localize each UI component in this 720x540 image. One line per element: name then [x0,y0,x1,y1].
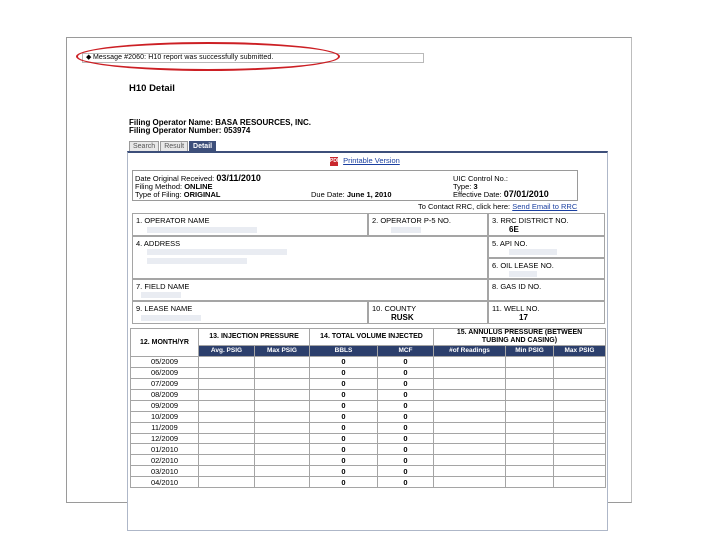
gas-id-field: 8. GAS ID NO. [488,279,605,301]
annulus-max-psig-cell [554,422,606,433]
month-cell: 11/2009 [131,422,199,433]
redacted-value [509,249,557,255]
readings-cell [434,444,506,455]
filing-operator-name: Filing Operator Name: BASA RESOURCES, INC. [129,118,311,127]
due-date: Due Date: June 1, 2010 [311,190,392,199]
max-psig-cell [255,389,310,400]
month-cell: 08/2009 [131,389,199,400]
address-field: 4. ADDRESS [132,236,488,279]
readings-cell [434,433,506,444]
month-cell: 03/2010 [131,466,199,477]
bbls-cell: 0 [310,466,378,477]
avg-psig-cell [199,466,255,477]
redacted-value [147,258,247,264]
avg-psig-header: Avg. PSIG [199,346,255,357]
printable-version-link[interactable] [330,156,400,166]
filing-type: Type: 3 [453,182,478,191]
month-cell: 02/2010 [131,455,199,466]
api-no-field: 5. API NO. [488,236,605,258]
annulus-max-psig-cell [554,389,606,400]
mcf-cell: 0 [378,389,434,400]
annulus-max-psig-cell [554,400,606,411]
month-cell: 06/2009 [131,367,199,378]
table-row [131,400,606,411]
bbls-cell: 0 [310,455,378,466]
mcf-cell: 0 [378,411,434,422]
month-cell: 10/2009 [131,411,199,422]
max-psig-cell [255,422,310,433]
bbls-cell: 0 [310,367,378,378]
operator-p5-field: 2. OPERATOR P-5 NO. [368,213,488,236]
avg-psig-cell [199,433,255,444]
month-header: 12. MONTH/YR [131,329,199,357]
bullet-icon: ◆ [86,54,92,61]
avg-psig-cell [199,367,255,378]
table-row [131,422,606,433]
mcf-cell: 0 [378,455,434,466]
annulus-max-psig-cell [554,356,606,367]
bbls-cell: 0 [310,444,378,455]
uic-control-no: UIC Control No.: [453,174,509,183]
tab-detail[interactable]: Detail [189,141,216,152]
monthly-injection-table [130,328,606,488]
min-psig-cell [506,400,554,411]
redacted-value [147,249,287,255]
min-psig-cell [506,466,554,477]
well-no-field: 11. WELL NO. 17 [488,301,605,324]
readings-cell [434,389,506,400]
avg-psig-cell [199,389,255,400]
max-psig-cell [255,466,310,477]
max-psig-cell [255,433,310,444]
table-row [131,455,606,466]
avg-psig-cell [199,422,255,433]
bbls-cell: 0 [310,378,378,389]
min-psig-cell [506,455,554,466]
mcf-cell: 0 [378,356,434,367]
min-psig-cell [506,422,554,433]
mcf-cell: 0 [378,433,434,444]
min-psig-cell [506,444,554,455]
max-psig-cell [255,367,310,378]
readings-cell [434,455,506,466]
mcf-cell: 0 [378,378,434,389]
mcf-cell: 0 [378,466,434,477]
annulus-max-psig-cell [554,411,606,422]
send-email-link[interactable]: Send Email to RRC [512,202,578,211]
month-cell: 05/2009 [131,356,199,367]
min-psig-header: Min PSIG [506,346,554,357]
filing-operator-number: Filing Operator Number: 053974 [129,126,251,135]
max-psig-cell [255,477,310,488]
filing-info-box [132,170,578,201]
avg-psig-cell [199,400,255,411]
redacted-value [509,271,537,277]
max-psig-header: Max PSIG [255,346,310,357]
readings-cell [434,378,506,389]
page-title: H10 Detail [129,83,175,94]
mcf-cell: 0 [378,477,434,488]
oil-lease-field: 6. OIL LEASE NO. [488,258,605,279]
bbls-cell: 0 [310,389,378,400]
month-cell: 01/2010 [131,444,199,455]
bbls-cell: 0 [310,422,378,433]
printable-version-label[interactable]: Printable Version [343,156,400,165]
readings-cell [434,367,506,378]
max-psig-cell [255,378,310,389]
bbls-cell: 0 [310,356,378,367]
mcf-cell: 0 [378,422,434,433]
field-name-field: 7. FIELD NAME [132,279,488,301]
readings-cell [434,356,506,367]
table-row [131,433,606,444]
min-psig-cell [506,378,554,389]
annulus-max-psig-cell [554,466,606,477]
avg-psig-cell [199,356,255,367]
readings-cell [434,422,506,433]
total-volume-header: 14. TOTAL VOLUME INJECTED [310,329,434,346]
bbls-cell: 0 [310,400,378,411]
avg-psig-cell [199,477,255,488]
bbls-cell: 0 [310,433,378,444]
injection-pressure-header: 13. INJECTION PRESSURE [199,329,310,346]
avg-psig-cell [199,444,255,455]
avg-psig-cell [199,411,255,422]
operator-name-field: 1. OPERATOR NAME [132,213,368,236]
month-cell: 12/2009 [131,433,199,444]
bbls-cell: 0 [310,477,378,488]
tab-search[interactable]: Search [129,141,159,152]
min-psig-cell [506,433,554,444]
readings-cell [434,466,506,477]
table-row [131,444,606,455]
table-row [131,378,606,389]
annulus-max-psig-cell [554,477,606,488]
annulus-max-psig-cell [554,433,606,444]
redacted-value [391,227,421,233]
max-psig-cell [255,411,310,422]
filing-method: Filing Method: ONLINE [135,182,213,191]
table-row [131,466,606,477]
max-psig-cell [255,444,310,455]
bbls-cell: 0 [310,411,378,422]
month-cell: 07/2009 [131,378,199,389]
redacted-value [141,315,201,321]
mcf-header: MCF [378,346,434,357]
success-message-text: Message #2060: H10 report was successfully submitted. [93,54,274,61]
effective-date: Effective Date: 07/01/2010 [453,189,549,199]
mcf-cell: 0 [378,444,434,455]
avg-psig-cell [199,378,255,389]
min-psig-cell [506,477,554,488]
tab-result[interactable]: Result [160,141,188,152]
readings-header: #of Readings [434,346,506,357]
contact-rrc: To Contact RRC, click here: Send Email to RRC [418,202,578,211]
max-psig-cell [255,455,310,466]
annulus-max-psig-cell [554,378,606,389]
annulus-pressure-header: 15. ANNULUS PRESSURE (BETWEEN TUBING AND CASING) [434,329,606,346]
annulus-max-psig-cell [554,455,606,466]
annulus-max-psig-cell [554,367,606,378]
redacted-value [147,227,257,233]
table-row [131,367,606,378]
table-row [131,411,606,422]
rrc-district-field: 3. RRC DISTRICT NO. 6E [488,213,605,236]
table-row [131,356,606,367]
redacted-value [141,292,181,298]
county-field: 10. COUNTY RUSK [368,301,488,324]
lease-name-field: 9. LEASE NAME [132,301,368,324]
pdf-icon: PDF [330,157,340,164]
mcf-cell: 0 [378,367,434,378]
annulus-max-psig-header: Max PSIG [554,346,606,357]
annulus-max-psig-cell [554,444,606,455]
month-cell: 04/2010 [131,477,199,488]
readings-cell [434,400,506,411]
month-cell: 09/2009 [131,400,199,411]
readings-cell [434,477,506,488]
success-message [82,53,424,63]
min-psig-cell [506,356,554,367]
date-received: Date Original Received: 03/11/2010 [135,173,261,183]
table-row [131,477,606,488]
avg-psig-cell [199,455,255,466]
max-psig-cell [255,356,310,367]
max-psig-cell [255,400,310,411]
min-psig-cell [506,389,554,400]
min-psig-cell [506,411,554,422]
mcf-cell: 0 [378,400,434,411]
readings-cell [434,411,506,422]
bbls-header: BBLS [310,346,378,357]
table-row [131,389,606,400]
min-psig-cell [506,367,554,378]
type-of-filing: Type of Filing: ORIGINAL [135,190,221,199]
